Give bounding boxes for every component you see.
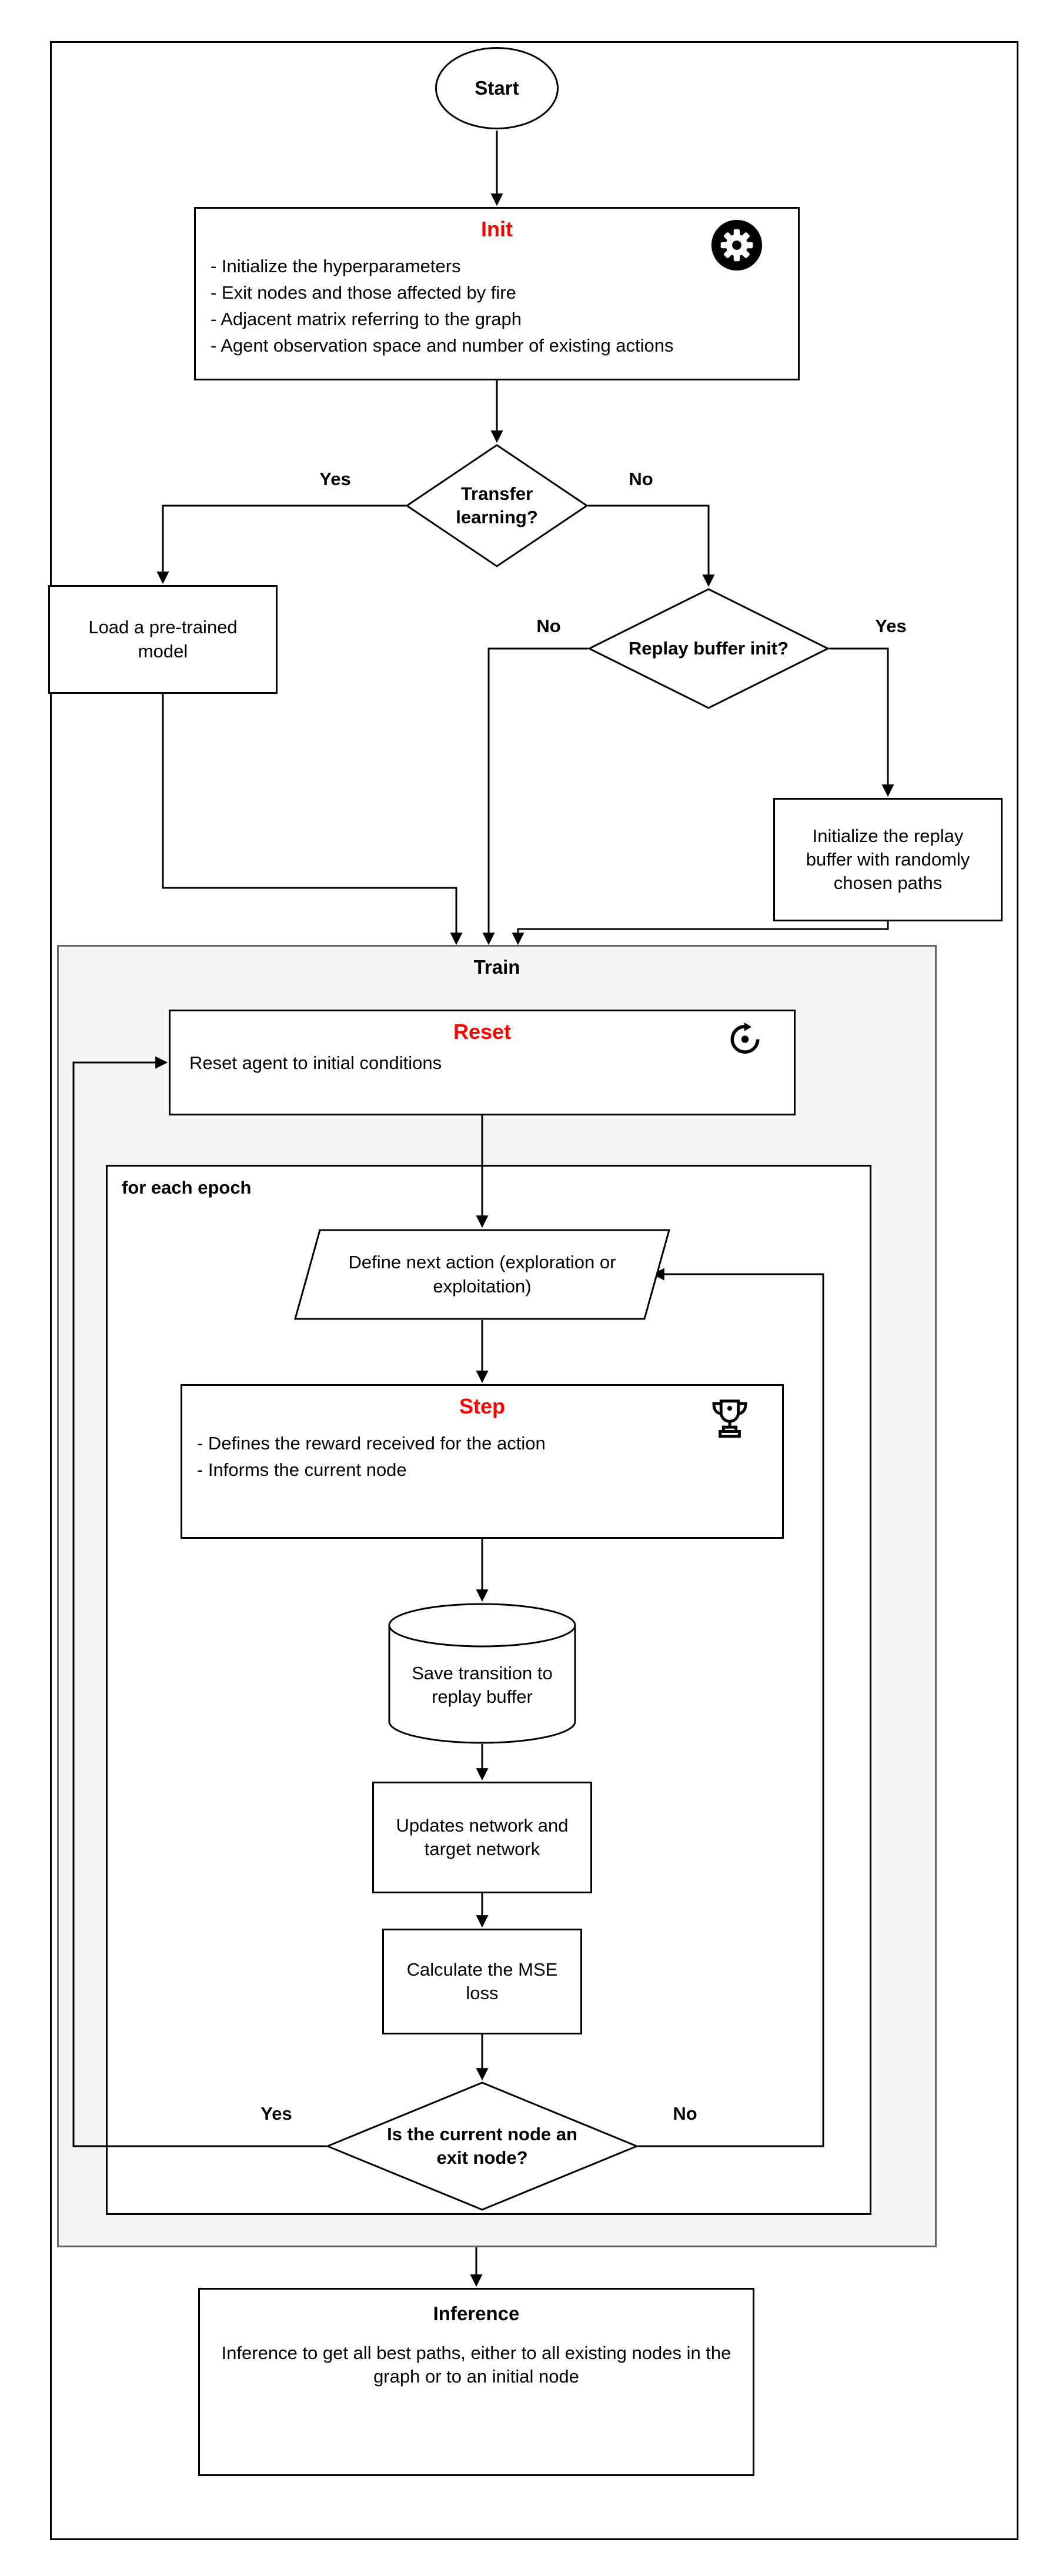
reset-title: Reset <box>453 1020 512 1044</box>
inference-title: Inference <box>433 2303 520 2324</box>
replay-yes-label: Yes <box>875 616 907 636</box>
init-items <box>196 242 798 359</box>
save-transition-cylinder <box>388 1603 576 1744</box>
step-items <box>182 1419 782 1484</box>
train-title: Train <box>473 956 520 978</box>
define-action-label: Define next action (exploration or exploitation) <box>348 1252 616 1297</box>
exit-no-label: No <box>673 2103 697 2124</box>
exit-node-question: Is the current node an exit node? <box>387 2123 577 2168</box>
transfer-no-label: No <box>629 469 653 489</box>
trophy-icon <box>706 1395 754 1444</box>
init-replay-buffer-box <box>773 798 1003 921</box>
connector-load-to-train <box>163 694 456 943</box>
inference-body: Inference to get all best paths, either to all existing nodes in the graph or to an initial node <box>221 2343 731 2387</box>
epoch-loop-label: for each epoch <box>122 1177 252 1198</box>
connector-initbuffer-to-train <box>518 921 888 943</box>
init-item: - Adjacent matrix referring to the graph <box>211 308 522 329</box>
transfer-yes-label: Yes <box>319 469 351 489</box>
connector-transfer-yes-to-load <box>163 506 406 582</box>
init-box <box>194 207 800 380</box>
start-label: Start <box>475 77 519 99</box>
replay-no-label: No <box>536 616 561 636</box>
inference-box <box>198 2288 754 2476</box>
mse-loss-label: Calculate the MSE loss <box>406 1959 558 2003</box>
gear-icon <box>711 219 763 271</box>
replay-buffer-decision <box>588 588 829 709</box>
connector-exit-yes-to-reset <box>74 1063 326 2146</box>
init-replay-buffer-label: Initialize the replay buffer with randomly chosen paths <box>806 825 970 894</box>
connector-replay-no-to-train <box>489 649 588 943</box>
transfer-learning-decision <box>406 444 588 567</box>
init-title: Init <box>481 217 513 241</box>
reset-body: Reset agent to initial conditions <box>189 1053 442 1073</box>
step-box <box>181 1384 784 1539</box>
connector-replay-yes-to-initbuffer <box>829 649 888 795</box>
step-title: Step <box>459 1394 505 1418</box>
transfer-learning-question: Transfer learning? <box>456 483 538 527</box>
define-action-node <box>294 1229 670 1320</box>
init-item: - Exit nodes and those affected by fire <box>211 282 516 303</box>
load-model-box <box>48 585 278 694</box>
update-network-box <box>372 1782 592 1893</box>
step-item: - Informs the current node <box>197 1459 407 1480</box>
exit-yes-label: Yes <box>260 2103 292 2124</box>
start-node <box>435 47 559 129</box>
replay-buffer-question: Replay buffer init? <box>628 637 789 659</box>
connector-transfer-no-to-replay <box>588 506 709 585</box>
init-item: - Initialize the hyperparameters <box>211 256 461 276</box>
step-item: - Defines the reward received for the action <box>197 1433 546 1454</box>
reset-box <box>169 1010 796 1115</box>
mse-loss-box <box>382 1929 582 2034</box>
exit-node-decision <box>326 2081 638 2211</box>
reset-icon <box>727 1020 763 1056</box>
load-model-label: Load a pre-trained model <box>88 617 238 661</box>
save-transition-label: Save transition to replay buffer <box>412 1663 553 1708</box>
init-item: - Agent observation space and number of existing actions <box>211 335 674 356</box>
update-network-label: Updates network and target network <box>396 1815 569 1859</box>
